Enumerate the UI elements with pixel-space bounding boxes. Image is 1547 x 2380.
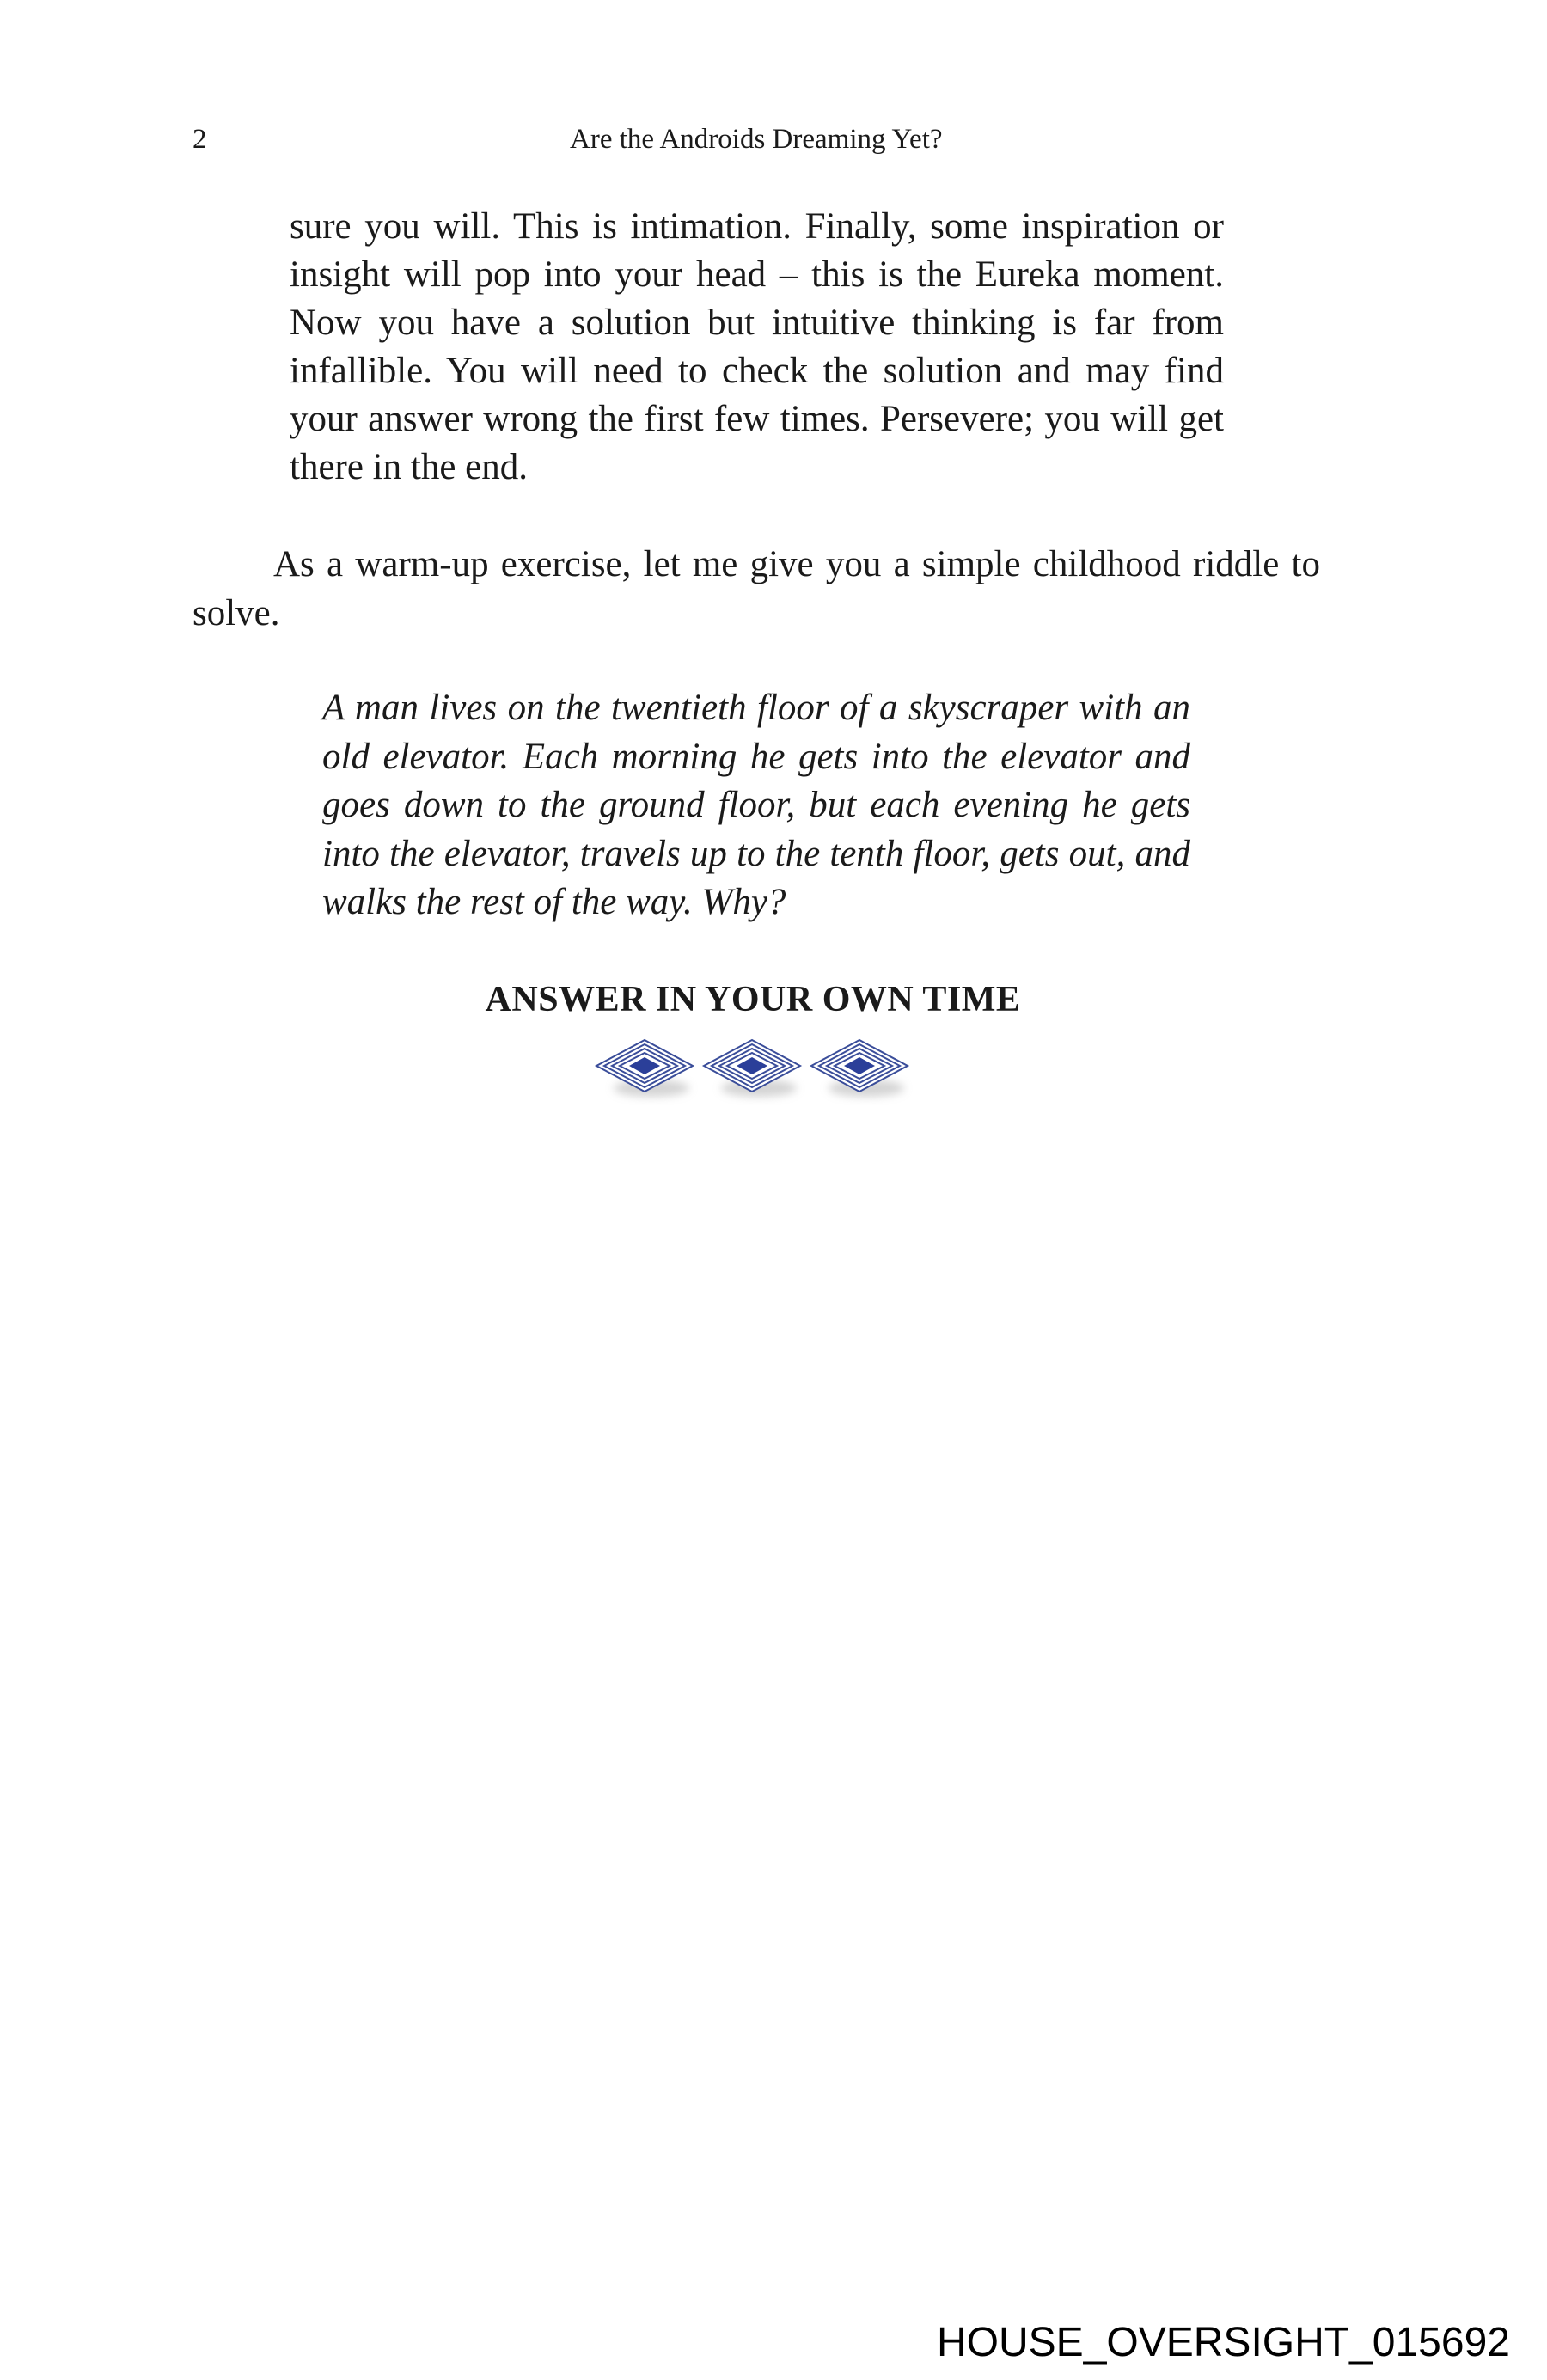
quote-block: sure you will. This is intimation. Finally, some inspiration or insight will pop into your head – this is the Eureka moment. Now you have a solution but intuitive thinking is far from infallible. You will need to check the solution and may find your answer wrong the first few times. Persevere; you will get there in the end. <box>290 206 1224 487</box>
riddle-text: A man lives on the twentieth floor of a skyscraper with an old elevator. Each morning he gets into the elevator and goes down to the ground floor, but each evening he gets into the elevator, travels up to the tenth floor, gets out, and walks the rest of the way. Why? <box>322 688 1190 922</box>
bates-number: HOUSE_OVERSIGHT_015692 <box>937 2320 1510 2365</box>
page-number: 2 <box>193 124 207 155</box>
answer-heading: ANSWER IN YOUR OWN TIME <box>485 980 1021 1019</box>
running-head <box>0 122 1547 156</box>
diamond-center-icon <box>704 1040 800 1097</box>
triple-diamond-ornament-icon <box>590 1028 916 1110</box>
book-title: Are the Androids Dreaming Yet? <box>570 124 943 155</box>
diamond-right-icon <box>811 1040 908 1097</box>
body-paragraph: As a warm-up exercise, let me give you a simple childhood riddle to solve. <box>193 544 1320 633</box>
diamond-left-icon <box>596 1040 693 1097</box>
